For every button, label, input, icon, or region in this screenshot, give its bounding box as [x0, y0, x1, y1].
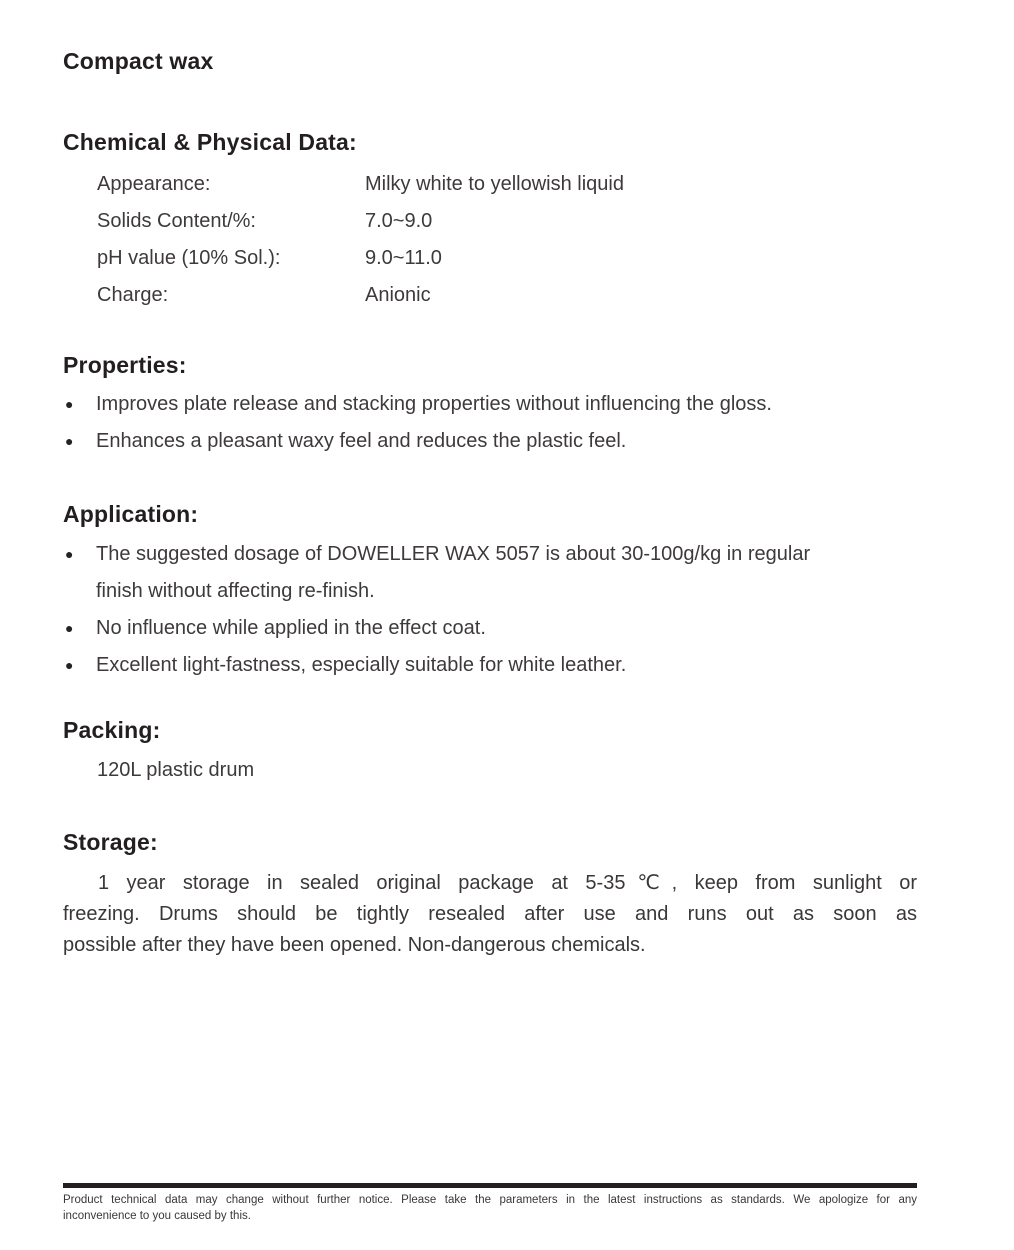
property-label: Charge: [97, 284, 169, 306]
list-item [63, 647, 917, 684]
bullet-text: No influence while applied in the effect coat. [96, 617, 486, 639]
document-content [63, 0, 917, 961]
storage-heading: Storage: [63, 829, 158, 855]
property-label: pH value (10% Sol.): [97, 247, 281, 269]
footer-divider [63, 1183, 917, 1188]
table-row [63, 277, 917, 314]
table-row [63, 240, 917, 277]
footer-disclaimer-line: Product technical data may change without further notice. Please take the parameters in the latest instructions as standards. We apologize for any [63, 1194, 917, 1206]
storage-paragraph [63, 868, 917, 961]
page-footer [63, 1183, 917, 1224]
list-item [63, 536, 917, 610]
page-title: Compact wax [63, 48, 214, 74]
bullet-icon: ● [65, 546, 74, 562]
packing-heading: Packing: [63, 717, 161, 743]
storage-line: freezing. Drums should be tightly resealed after use and runs out as soon as [63, 903, 917, 925]
bullet-text: Improves plate release and stacking properties without influencing the gloss. [96, 393, 772, 415]
section-chemical-data [63, 129, 917, 314]
property-value: Anionic [365, 284, 431, 306]
list-item [63, 610, 917, 647]
footer-disclaimer [63, 1192, 917, 1224]
properties-list [63, 386, 917, 460]
table-row [63, 166, 917, 203]
property-value: 9.0~11.0 [365, 247, 442, 269]
bullet-text: finish without affecting re-finish. [96, 580, 375, 602]
chemical-data-table [63, 166, 917, 314]
property-label: Solids Content/%: [97, 210, 256, 232]
section-packing [63, 717, 917, 789]
bullet-text: The suggested dosage of DOWELLER WAX 5057 is about 30-100g/kg in regular [96, 543, 811, 565]
bullet-icon: ● [65, 657, 74, 673]
section-application [63, 501, 917, 684]
bullet-icon: ● [65, 620, 74, 636]
bullet-text: Enhances a pleasant waxy feel and reduces the plastic feel. [96, 430, 627, 452]
storage-line: possible after they have been opened. Non-dangerous chemicals. [63, 934, 646, 956]
section-properties [63, 352, 917, 460]
property-value: Milky white to yellowish liquid [365, 173, 624, 195]
packing-text: 120L plastic drum [97, 759, 255, 781]
section-storage [63, 829, 917, 961]
property-label: Appearance: [97, 173, 211, 195]
table-row [63, 203, 917, 240]
application-heading: Application: [63, 501, 199, 527]
bullet-text: Excellent light-fastness, especially suitable for white leather. [96, 654, 627, 676]
property-value: 7.0~9.0 [365, 210, 433, 232]
bullet-icon: ● [65, 396, 74, 412]
storage-line: 1 year storage in sealed original package at 5-35℃, keep from sunlight or [98, 872, 917, 894]
footer-disclaimer-line: inconvenience to you caused by this. [63, 1210, 251, 1222]
chemical-data-heading: Chemical & Physical Data: [63, 129, 357, 155]
list-item [63, 423, 917, 460]
bullet-icon: ● [65, 433, 74, 449]
list-item [63, 386, 917, 423]
application-list [63, 536, 917, 684]
properties-heading: Properties: [63, 352, 187, 378]
